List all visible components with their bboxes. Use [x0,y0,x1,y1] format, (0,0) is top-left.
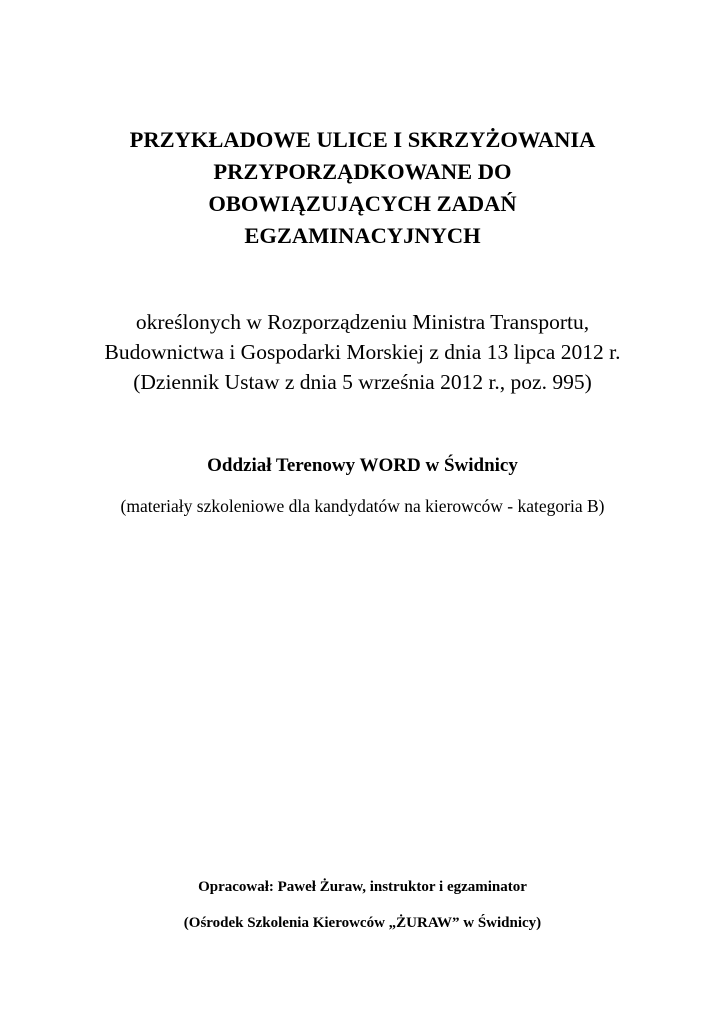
title-line: PRZYKŁADOWE ULICE I SKRZYŻOWANIA [129,127,596,152]
title-line: EGZAMINACYJNYCH [244,223,481,248]
school-credit: (Ośrodek Szkolenia Kierowców „ŻURAW” w Świdnicy) [183,915,542,931]
regulation-line: Budownictwa i Gospodarki Morskiej z dnia 13 lipca 2012 r. [104,340,621,364]
regulation-reference [0,307,725,397]
materials-note: (materiały szkoleniowe dla kandydatów na kierowców - kategoria B) [120,496,605,516]
branch-heading: Oddział Terenowy WORD w Świdnicy [207,455,518,476]
title-line: PRZYPORZĄDKOWANE DO [213,159,512,184]
regulation-line: (Dziennik Ustaw z dnia 5 września 2012 r., poz. 995) [133,370,592,394]
author-credit: Opracował: Paweł Żuraw, instruktor i egzaminator [198,879,527,895]
title-line: OBOWIĄZUJĄCYCH ZADAŃ [208,191,517,216]
regulation-line: określonych w Rozporządzeniu Ministra Transportu, [135,310,590,334]
document-title [0,124,725,252]
